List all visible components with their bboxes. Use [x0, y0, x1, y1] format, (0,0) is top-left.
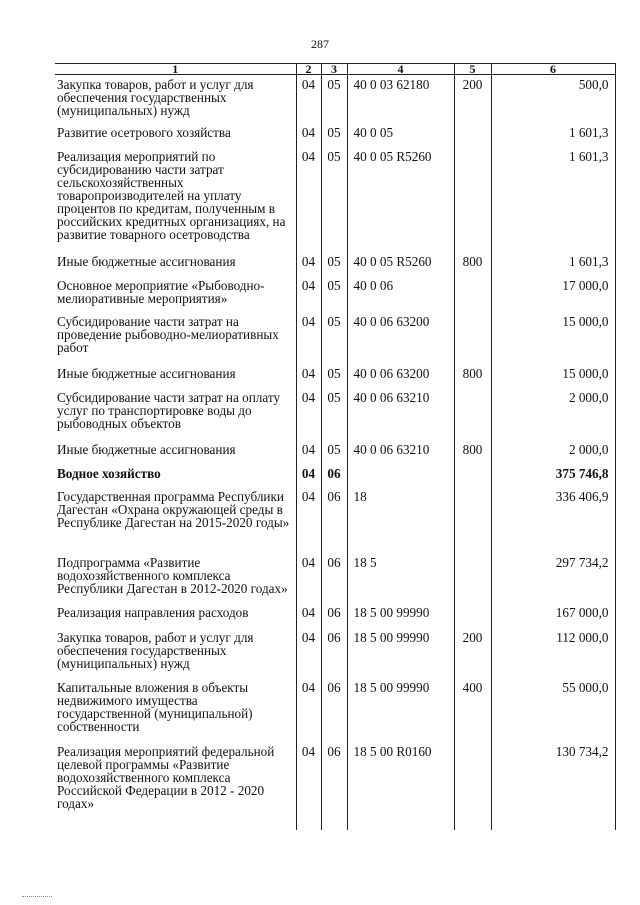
row-section-cell: 04: [296, 464, 321, 487]
row-subsection-cell: 05: [321, 312, 347, 364]
row-expense-type-cell: [454, 276, 491, 312]
row-target-article-cell: [347, 464, 454, 487]
row-section-cell: 04: [296, 487, 321, 553]
row-subsection-cell: 05: [321, 388, 347, 440]
row-expense-type-cell: [454, 742, 491, 830]
table-row: [55, 75, 615, 123]
table-row: [55, 742, 615, 830]
row-expense-type-cell: 800: [454, 252, 491, 276]
row-name-cell: Водное хозяйство: [55, 464, 296, 487]
column-header-name: 1: [55, 64, 296, 75]
row-amount-cell: 336 406,9: [491, 487, 615, 553]
row-name-cell: Иные бюджетные ассигнования: [55, 364, 296, 388]
scan-artifact: [22, 896, 52, 898]
row-expense-type-cell: [454, 388, 491, 440]
row-target-article-cell: 18 5: [347, 553, 454, 603]
row-amount-cell: 15 000,0: [491, 364, 615, 388]
table-row: [55, 123, 615, 147]
row-amount-cell: 1 601,3: [491, 147, 615, 252]
table-row: [55, 388, 615, 440]
page-number: 287: [311, 37, 329, 51]
row-target-article-cell: 40 0 05 R5260: [347, 252, 454, 276]
row-section-cell: 04: [296, 628, 321, 678]
row-target-article-cell: 18 5 00 99990: [347, 678, 454, 742]
row-expense-type-cell: 400: [454, 678, 491, 742]
row-subsection-cell: 06: [321, 628, 347, 678]
row-name-cell: Подпрограмма «Развитие водохозяйственного комплекса Республики Дагестан в 2012-2020 годах»: [55, 553, 296, 603]
row-expense-type-cell: [454, 123, 491, 147]
row-subsection-cell: 06: [321, 678, 347, 742]
row-amount-cell: 130 734,2: [491, 742, 615, 830]
row-section-cell: 04: [296, 276, 321, 312]
row-amount-cell: 17 000,0: [491, 276, 615, 312]
row-target-article-cell: 40 0 06: [347, 276, 454, 312]
row-expense-type-cell: 800: [454, 440, 491, 464]
row-subsection-cell: 05: [321, 364, 347, 388]
row-amount-cell: 55 000,0: [491, 678, 615, 742]
row-subsection-cell: 06: [321, 553, 347, 603]
row-amount-cell: 1 601,3: [491, 252, 615, 276]
row-section-cell: 04: [296, 553, 321, 603]
row-amount-cell: 297 734,2: [491, 553, 615, 603]
table-header-row: [55, 64, 615, 75]
row-name-cell: Субсидирование части затрат на проведение рыбоводно-мелиоративных работ: [55, 312, 296, 364]
row-subsection-cell: 06: [321, 464, 347, 487]
row-subsection-cell: 05: [321, 252, 347, 276]
row-section-cell: 04: [296, 742, 321, 830]
row-name-cell: Иные бюджетные ассигнования: [55, 440, 296, 464]
row-target-article-cell: 40 0 06 63210: [347, 388, 454, 440]
row-target-article-cell: 40 0 06 63200: [347, 312, 454, 364]
row-name-cell: Закупка товаров, работ и услуг для обеспечения государственных (муниципальных) нужд: [55, 75, 296, 123]
row-section-cell: 04: [296, 603, 321, 628]
row-target-article-cell: 18 5 00 99990: [347, 628, 454, 678]
row-section-cell: 04: [296, 123, 321, 147]
row-name-cell: Развитие осетрового хозяйства: [55, 123, 296, 147]
table-row: [55, 147, 615, 252]
table-row: [55, 276, 615, 312]
row-amount-cell: 1 601,3: [491, 123, 615, 147]
row-amount-cell: 500,0: [491, 75, 615, 123]
row-section-cell: 04: [296, 678, 321, 742]
row-section-cell: 04: [296, 75, 321, 123]
row-name-cell: Реализация мероприятий по субсидированию части затрат сельскохозяйственных товаропроизводителей на уплату процентов по кредитам, полученным в российских кредитных организациях, на развитие товарного осетроводства: [55, 147, 296, 252]
row-name-cell: Субсидирование части затрат на оплату услуг по транспортировке воды до рыбоводных объектов: [55, 388, 296, 440]
row-section-cell: 04: [296, 440, 321, 464]
row-expense-type-cell: [454, 464, 491, 487]
table-row: [55, 364, 615, 388]
row-subsection-cell: 06: [321, 742, 347, 830]
row-section-cell: 04: [296, 364, 321, 388]
row-target-article-cell: 18: [347, 487, 454, 553]
table-row: [55, 252, 615, 276]
column-header-amount: 6: [491, 64, 615, 75]
row-section-cell: 04: [296, 252, 321, 276]
row-subsection-cell: 05: [321, 147, 347, 252]
row-amount-cell: 2 000,0: [491, 388, 615, 440]
row-subsection-cell: 06: [321, 487, 347, 553]
row-name-cell: Реализация мероприятий федеральной целевой программы «Развитие водохозяйственного комплекса Российской Федерации в 2012 - 2020 годах»: [55, 742, 296, 830]
row-target-article-cell: 40 0 05 R5260: [347, 147, 454, 252]
row-expense-type-cell: [454, 312, 491, 364]
row-expense-type-cell: [454, 487, 491, 553]
row-name-cell: Государственная программа Республики Дагестан «Охрана окружающей среды в Республике Дагестан на 2015-2020 годы»: [55, 487, 296, 553]
table-row: [55, 464, 615, 487]
column-header-subsection: 3: [321, 64, 347, 75]
budget-table: [55, 63, 616, 830]
table-row: [55, 553, 615, 603]
column-header-target-article: 4: [347, 64, 454, 75]
row-name-cell: Иные бюджетные ассигнования: [55, 252, 296, 276]
row-subsection-cell: 06: [321, 603, 347, 628]
row-subsection-cell: 05: [321, 75, 347, 123]
row-target-article-cell: 18 5 00 R0160: [347, 742, 454, 830]
row-amount-cell: 15 000,0: [491, 312, 615, 364]
table-row: [55, 440, 615, 464]
row-subsection-cell: 05: [321, 440, 347, 464]
row-target-article-cell: 18 5 00 99990: [347, 603, 454, 628]
row-target-article-cell: 40 0 06 63210: [347, 440, 454, 464]
row-expense-type-cell: 200: [454, 628, 491, 678]
row-target-article-cell: 40 0 05: [347, 123, 454, 147]
table-row: [55, 603, 615, 628]
row-section-cell: 04: [296, 312, 321, 364]
row-expense-type-cell: [454, 603, 491, 628]
row-subsection-cell: 05: [321, 276, 347, 312]
row-amount-cell: 375 746,8: [491, 464, 615, 487]
row-target-article-cell: 40 0 06 63200: [347, 364, 454, 388]
table-row: [55, 628, 615, 678]
row-expense-type-cell: 800: [454, 364, 491, 388]
table-row: [55, 678, 615, 742]
row-name-cell: Основное мероприятие «Рыбоводно-мелиоративные мероприятия»: [55, 276, 296, 312]
row-expense-type-cell: 200: [454, 75, 491, 123]
row-expense-type-cell: [454, 147, 491, 252]
row-name-cell: Реализация направления расходов: [55, 603, 296, 628]
row-amount-cell: 167 000,0: [491, 603, 615, 628]
row-target-article-cell: 40 0 03 62180: [347, 75, 454, 123]
table-row: [55, 487, 615, 553]
row-expense-type-cell: [454, 553, 491, 603]
row-section-cell: 04: [296, 147, 321, 252]
column-header-section: 2: [296, 64, 321, 75]
row-name-cell: Закупка товаров, работ и услуг для обеспечения государственных (муниципальных) нужд: [55, 628, 296, 678]
row-name-cell: Капитальные вложения в объекты недвижимого имущества государственной (муниципальной) собственности: [55, 678, 296, 742]
row-section-cell: 04: [296, 388, 321, 440]
row-amount-cell: 2 000,0: [491, 440, 615, 464]
row-subsection-cell: 05: [321, 123, 347, 147]
row-amount-cell: 112 000,0: [491, 628, 615, 678]
table-row: [55, 312, 615, 364]
column-header-expense-type: 5: [454, 64, 491, 75]
